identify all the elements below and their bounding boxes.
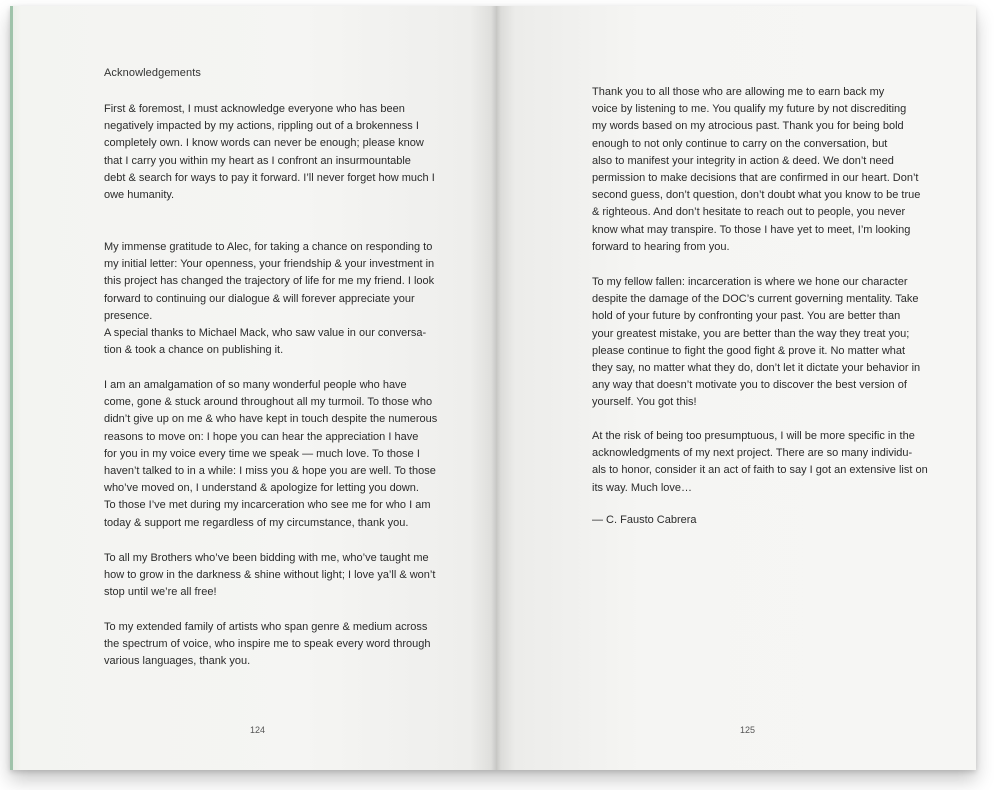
text-line: today & support me regardless of my circumstance, thank you.	[104, 516, 409, 529]
text-line: its way. Much love…	[592, 481, 693, 494]
text-line: I am an amalgamation of so many wonderful people who have	[104, 379, 407, 391]
text-line: My immense gratitude to Alec, for taking a chance on responding to	[104, 241, 433, 253]
text-line: this project has changed the trajectory of life for me my friend. I look	[104, 275, 435, 288]
text-line: voice by listening to me. You qualify my future by not discrediting	[592, 103, 907, 116]
text-line: presence.	[104, 309, 153, 322]
page-number-left: 124	[250, 725, 266, 735]
text-line: yourself. You got this!	[592, 396, 697, 409]
text-line: A special thanks to Michael Mack, who saw value in our conversa-	[104, 327, 427, 339]
text-line: my initial letter: Your openness, your friendship & your investment in	[104, 258, 435, 271]
text-line: completely own. I know words can never be enough; please know	[104, 137, 424, 150]
text-line: enough to not only continue to carry on the conversation, but	[592, 137, 888, 150]
text-line: various languages, thank you.	[104, 655, 251, 668]
text-line: acknowledgments of my next project. There are so many individu-	[592, 447, 913, 460]
text-line: my words based on my atrocious past. Thank you for being bold	[592, 120, 904, 133]
text-line: To all my Brothers who’ve been bidding with me, who’ve taught me	[104, 552, 429, 564]
paragraph	[592, 274, 920, 412]
text-line: how to grow in the darkness & shine without light; I love ya’ll & won’t	[104, 569, 436, 582]
text-line: & righteous. And don’t hesitate to reach out to people, you never	[592, 206, 906, 219]
text-line: for you in my voice every time we speak — much love. To those I	[104, 447, 420, 460]
text-line: Thank you to all those who are allowing me to earn back my	[592, 86, 885, 98]
text-line: your greatest mistake, you are better than the way they treat you;	[592, 327, 910, 340]
text-line: please continue to fight the good fight & prove it. No matter what	[592, 344, 906, 357]
paragraph	[592, 428, 928, 497]
text-line: know what may transpire. To those I have yet to meet, I’m looking	[592, 223, 911, 236]
text-line: haven’t talked to in a while: I miss you & hope you are well. To those	[104, 464, 436, 477]
text-line: owe humanity.	[104, 188, 175, 201]
text-line: who’ve moved on, I understand & apologize for letting you down.	[104, 482, 419, 495]
signature: — C. Fausto Cabrera	[592, 514, 697, 526]
paragraph	[104, 101, 435, 204]
text-line: permission to make decisions that are confirmed in our heart. Don’t	[592, 171, 919, 184]
left-page	[10, 6, 499, 770]
text-line: negatively impacted by my actions, rippling out of a brokenness I	[104, 120, 419, 133]
text-line: tion & took a chance on publishing it.	[104, 344, 284, 357]
text-line: reasons to move on: I hope you can hear the appreciation I have	[104, 430, 419, 443]
open-book	[10, 6, 976, 770]
text-line: forward to continuing our dialogue & will forever appreciate your	[104, 292, 415, 305]
paragraph	[104, 377, 437, 532]
text-line: despite the damage of the DOC’s current governing mentality. Take	[592, 293, 919, 306]
text-line: didn’t give up on me & who have kept in touch despite the numerous	[104, 413, 438, 426]
right-page	[496, 6, 976, 770]
text-line: als to honor, consider it an act of faith to say I got an extensive list on	[592, 464, 928, 477]
paragraph	[104, 550, 435, 602]
page-number-right: 125	[740, 725, 756, 735]
text-line: To my fellow fallen: incarceration is where we hone our character	[592, 276, 908, 288]
text-line: they say, no matter what they do, don’t let it dictate your behavior in	[592, 361, 921, 374]
paragraph	[104, 619, 431, 671]
text-line: any way that doesn’t motivate you to discover the best version of	[592, 379, 907, 392]
text-line: hold of your future by confronting your past. You are better than	[592, 310, 901, 323]
paragraph	[104, 325, 426, 359]
page-heading: Acknowledgements	[104, 67, 201, 79]
text-line: that I carry you within my heart as I confront an insurmountable	[104, 154, 411, 167]
text-line: stop until we’re all free!	[104, 586, 217, 599]
text-line: second guess, don’t question, don’t doubt what you know to be true	[592, 189, 921, 202]
text-line: At the risk of being too presumptuous, I will be more specific in the	[592, 430, 915, 442]
text-line: To my extended family of artists who span genre & medium across	[104, 621, 428, 633]
text-line: forward to hearing from you.	[592, 240, 730, 253]
text-line: To those I’ve met during my incarceration who see me for who I am	[104, 499, 431, 512]
text-line: debt & search for ways to pay it forward. I’ll never forget how much I	[104, 171, 435, 184]
text-line: First & foremost, I must acknowledge everyone who has been	[104, 103, 405, 115]
paragraph	[104, 239, 434, 325]
text-line: also to manifest your integrity in action & deed. We don’t need	[592, 154, 894, 167]
text-line: come, gone & stuck around throughout all my turmoil. To those who	[104, 396, 433, 409]
text-line: the spectrum of voice, who inspire me to speak every word through	[104, 638, 431, 651]
book-gutter	[491, 6, 501, 770]
paragraph	[592, 84, 920, 256]
